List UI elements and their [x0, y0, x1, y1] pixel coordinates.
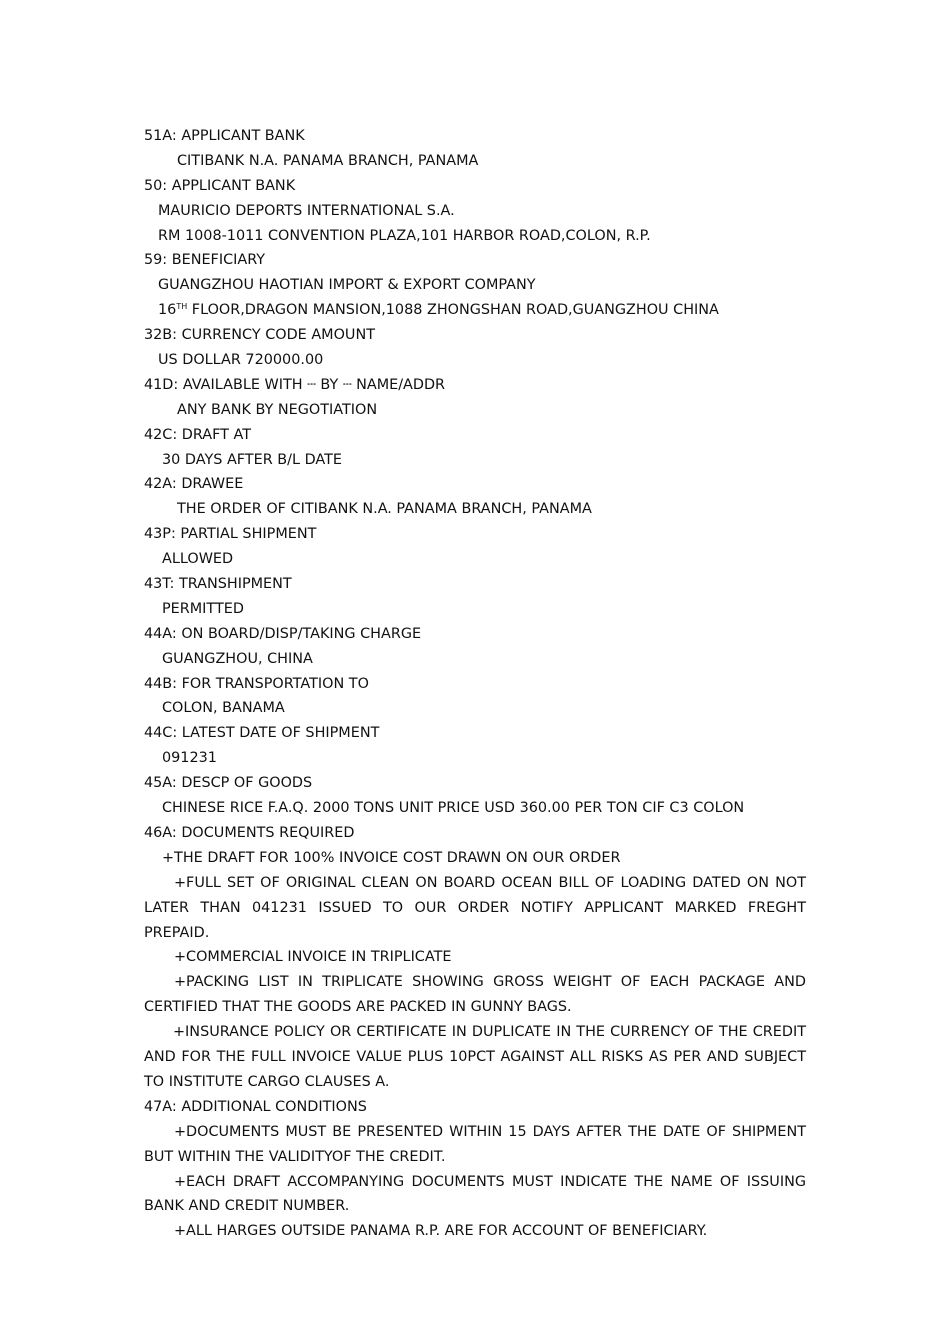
field-47a-item-charges: +ALL HARGES OUTSIDE PANAMA R.P. ARE FOR ACCOUNT OF BENEFICIARY.: [174, 1223, 708, 1240]
field-59-label: 59: BENEFICIARY: [144, 252, 266, 269]
field-44a-label: 44A: ON BOARD/DISP/TAKING CHARGE: [144, 625, 422, 642]
floor-ordinal: TH: [176, 302, 188, 312]
field-32b-label: 32B: CURRENCY CODE AMOUNT: [144, 327, 376, 344]
field-46a-label: 46A: DOCUMENTS REQUIRED: [144, 824, 355, 841]
field-59-value-address: [144, 298, 806, 323]
field-44b-value: COLON, BANAMA: [162, 700, 285, 717]
field-42a-value: THE ORDER OF CITIBANK N.A. PANAMA BRANCH, PANAMA: [177, 501, 592, 518]
field-46a-item-draft: +THE DRAFT FOR 100% INVOICE COST DRAWN ON OUR ORDER: [162, 849, 621, 866]
field-45a-label: 45A: DESCP OF GOODS: [144, 775, 313, 792]
document-page: [144, 124, 806, 1244]
field-43p-label: 43P: PARTIAL SHIPMENT: [144, 526, 317, 543]
field-43t-label: 43T: TRANSHIPMENT: [144, 576, 292, 593]
field-42a-label: 42A: DRAWEE: [144, 476, 244, 493]
field-46a-item-packing-list: +PACKING LIST IN TRIPLICATE SHOWING GROSS WEIGHT OF EACH PACKAGE AND CERTIFIED THAT THE GOODS ARE PACKED IN GUNNY BAGS.: [144, 974, 806, 1016]
field-44c-value: 091231: [162, 750, 217, 767]
field-32b-value: US DOLLAR 720000.00: [158, 352, 324, 369]
field-46a-item-insurance: +INSURANCE POLICY OR CERTIFICATE IN DUPLICATE IN THE CURRENCY OF THE CREDIT AND FOR THE FULL INVOICE VALUE PLUS 10PCT AGAINST ALL RISKS AS PER AND SUBJECT TO INSTITUTE CARGO CLAUSES A.: [144, 1024, 806, 1090]
field-47a-label: 47A: ADDITIONAL CONDITIONS: [144, 1098, 367, 1115]
field-44a-value: GUANGZHOU, CHINA: [162, 650, 313, 667]
floor-number: 16: [158, 302, 177, 319]
field-42c-value: 30 DAYS AFTER B/L DATE: [162, 451, 343, 468]
field-50-value-address: RM 1008-1011 CONVENTION PLAZA,101 HARBOR ROAD,COLON, R.P.: [158, 227, 651, 244]
address-rest: FLOOR,DRAGON MANSION,1088 ZHONGSHAN ROAD,GUANGZHOU CHINA: [187, 302, 719, 319]
field-46a-item-invoice: +COMMERCIAL INVOICE IN TRIPLICATE: [174, 949, 452, 966]
field-51a-value: CITIBANK N.A. PANAMA BRANCH, PANAMA: [177, 152, 479, 169]
field-41d-value: ANY BANK BY NEGOTIATION: [177, 401, 378, 418]
field-50-value-name: MAURICIO DEPORTS INTERNATIONAL S.A.: [158, 202, 455, 219]
field-51a-label: 51A: APPLICANT BANK: [144, 128, 305, 144]
field-47a-item-draft-indication: +EACH DRAFT ACCOMPANYING DOCUMENTS MUST INDICATE THE NAME OF ISSUING BANK AND CREDIT NUMBER.: [144, 1173, 806, 1215]
field-45a-value: CHINESE RICE F.A.Q. 2000 TONS UNIT PRICE USD 360.00 PER TON CIF C3 COLON: [162, 800, 745, 817]
field-43p-value: ALLOWED: [162, 551, 234, 568]
field-50-label: 50: APPLICANT BANK: [144, 177, 296, 194]
field-59-value-name: GUANGZHOU HAOTIAN IMPORT & EXPORT COMPANY: [158, 277, 536, 294]
field-44c-label: 44C: LATEST DATE OF SHIPMENT: [144, 725, 380, 742]
field-44b-label: 44B: FOR TRANSPORTATION TO: [144, 675, 369, 692]
field-41d-label: 41D: AVAILABLE WITH ┄ BY ┄ NAME/ADDR: [144, 376, 446, 393]
field-42c-label: 42C: DRAFT AT: [144, 426, 252, 443]
field-47a-item-presentation: +DOCUMENTS MUST BE PRESENTED WITHIN 15 DAYS AFTER THE DATE OF SHIPMENT BUT WITHIN THE VALIDITYOF THE CREDIT.: [144, 1123, 806, 1165]
field-46a-item-bill-of-lading: +FULL SET OF ORIGINAL CLEAN ON BOARD OCEAN BILL OF LOADING DATED ON NOT LATER THAN 041231 ISSUED TO OUR ORDER NOTIFY APPLICANT MARKED FREGHT PREPAID.: [144, 874, 806, 941]
field-43t-value: PERMITTED: [162, 600, 244, 617]
